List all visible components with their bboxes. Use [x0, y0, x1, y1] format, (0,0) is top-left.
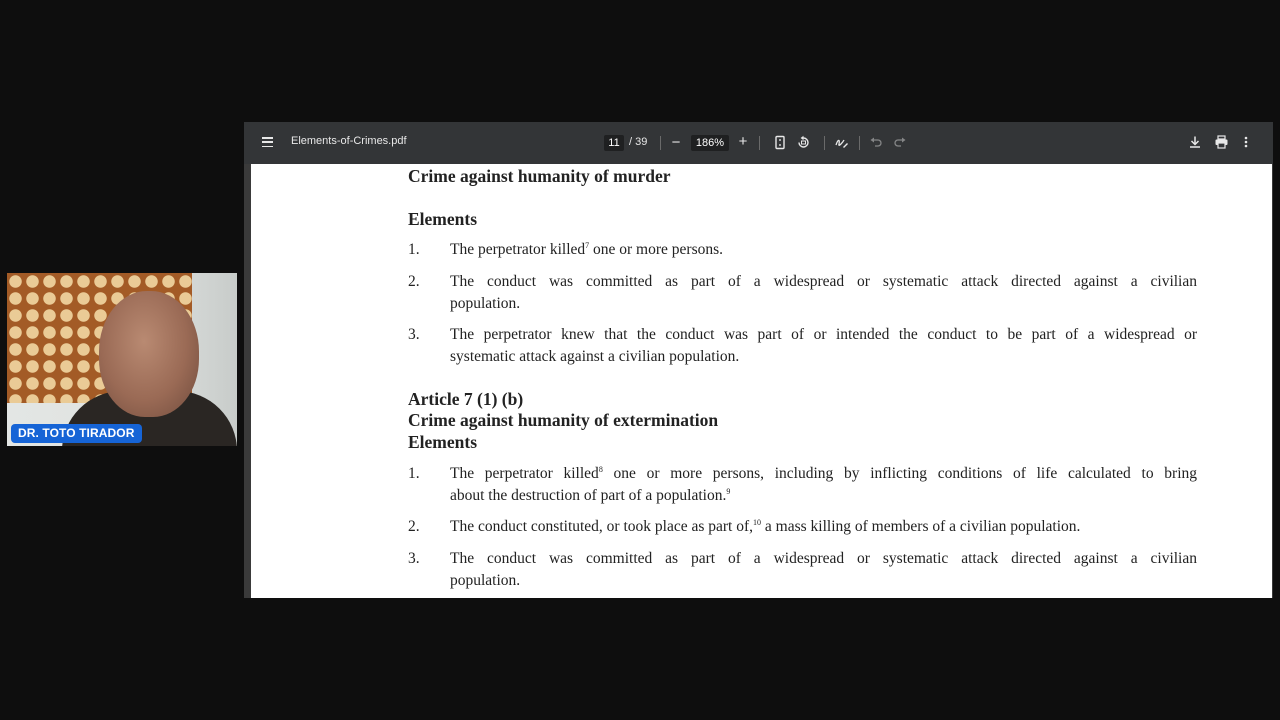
file-name: Elements-of-Crimes.pdf — [291, 135, 407, 147]
list-item-line: population. — [450, 295, 521, 312]
list-number: 1. — [408, 241, 420, 258]
list-item-line: The perpetrator killed$^8$ one or more persons, including by inflicting conditions of life calculated to bring — [450, 465, 1198, 482]
more-options-icon[interactable] — [1243, 135, 1249, 149]
presenter-name-tag: DR. TOTO TIRADOR — [11, 424, 142, 443]
list-item-line: systematic attack against a civilian population. — [450, 348, 740, 365]
rotate-icon[interactable] — [796, 135, 811, 150]
pdf-toolbar — [244, 122, 1273, 164]
list-item: The perpetrator killed$^7$ one or more persons. — [450, 241, 724, 258]
print-icon[interactable] — [1214, 135, 1229, 149]
list-number: 1. — [408, 465, 420, 482]
zoom-out-button[interactable]: − — [671, 133, 681, 151]
toolbar-divider — [824, 136, 825, 150]
list-item-line: The perpetrator knew that the conduct was part of or intended the conduct to be part of a widespread or — [450, 326, 1197, 343]
page-total: / 39 — [629, 136, 648, 148]
list-number: 2. — [408, 518, 420, 535]
presenter-head — [99, 291, 199, 417]
toolbar-divider — [859, 136, 860, 150]
murder-elements-heading: Elements — [408, 209, 478, 229]
list-number: 3. — [408, 326, 420, 343]
murder-heading: Crime against humanity of murder — [408, 166, 671, 186]
fit-page-icon[interactable] — [773, 135, 787, 150]
list-number: 3. — [408, 550, 420, 567]
redo-icon[interactable] — [893, 135, 907, 149]
extermination-heading: Crime against humanity of extermination — [408, 410, 719, 430]
list-item-line: The conduct was committed as part of a widespread or systematic attack directed against a civilian — [450, 273, 1197, 290]
zoom-level-input[interactable]: 186% — [691, 135, 729, 151]
download-icon[interactable] — [1188, 135, 1202, 149]
extermination-elements-heading: Elements — [408, 432, 478, 452]
toolbar-divider — [660, 136, 661, 150]
presenter-video — [7, 273, 237, 446]
zoom-in-button[interactable]: + — [738, 132, 748, 150]
list-item-line: about the destruction of part of a population.$^9$ — [450, 487, 731, 504]
list-item-line: population. — [450, 572, 521, 589]
pdf-viewer — [244, 122, 1273, 598]
page-number-input[interactable]: 11 — [604, 135, 624, 151]
menu-icon[interactable] — [260, 135, 274, 149]
article-heading: Article 7 (1) (b) — [408, 389, 524, 409]
pdf-page — [251, 164, 1272, 598]
annotate-icon[interactable] — [834, 135, 849, 150]
list-number: 2. — [408, 273, 420, 290]
list-item: The conduct constituted, or took place as part of,$^{10}$ a mass killing of members of a civilian population. — [450, 518, 1081, 535]
list-item-line: The conduct was committed as part of a widespread or systematic attack directed against a civilian — [450, 550, 1197, 567]
undo-icon[interactable] — [869, 135, 883, 149]
toolbar-divider — [759, 136, 760, 150]
